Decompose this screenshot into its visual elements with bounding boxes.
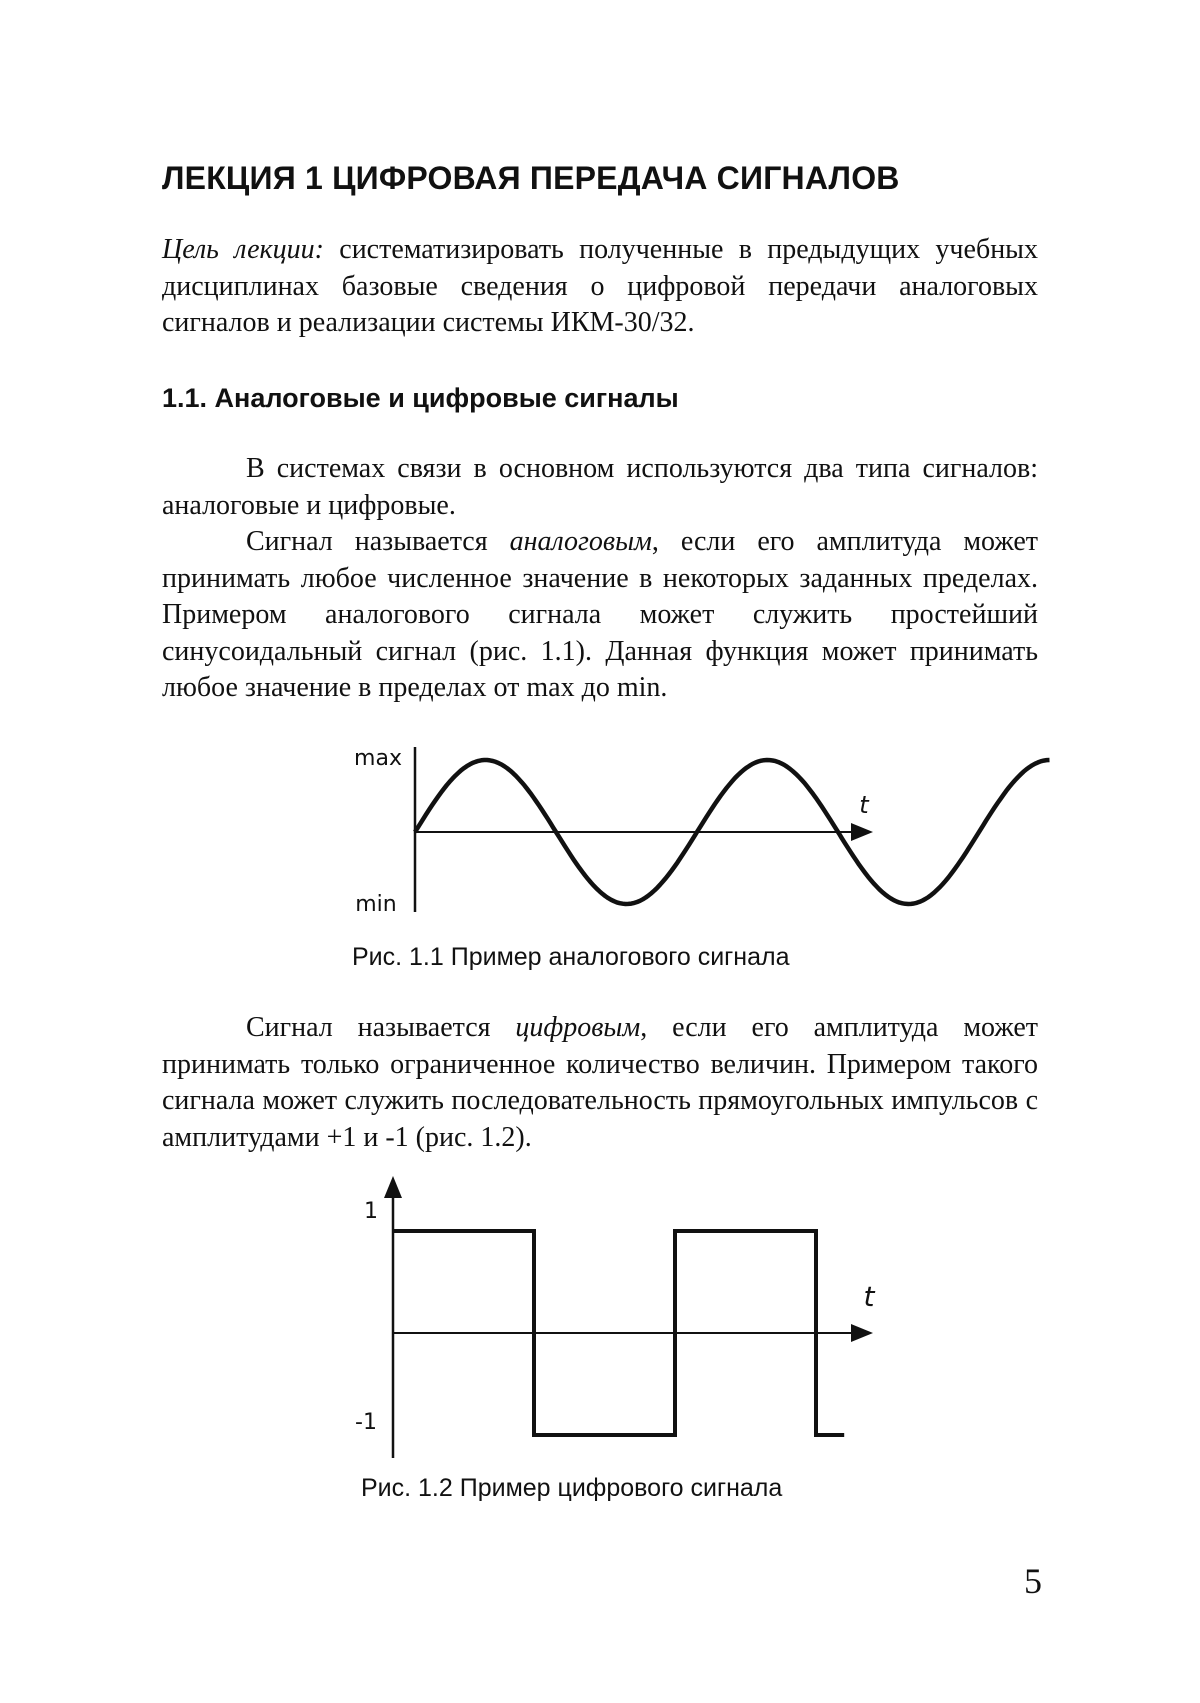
fig2-ytick-minus-1: -1 xyxy=(355,1410,377,1435)
fig1-x-axis-label: t xyxy=(859,791,870,819)
fig2-x-axis-label: t xyxy=(864,1280,876,1313)
goal-text: систематизировать полученные в предыдущих учебных дисциплинах базовые сведения о цифровой передачи аналоговых сигналов и реализации системы ИКМ-30/32. xyxy=(162,234,1038,338)
fig1-ytick-max: max xyxy=(354,746,402,771)
analog-term: аналоговым xyxy=(510,526,652,557)
goal-label: Цель лекции: xyxy=(162,234,324,265)
fig2-ytick-1: 1 xyxy=(364,1199,378,1224)
fig1-ytick-min: min xyxy=(355,892,397,917)
fig2-y-axis-arrow-icon xyxy=(384,1176,402,1198)
lecture-heading: ЛЕКЦИЯ 1 ЦИФРОВАЯ ПЕРЕДАЧА СИГНАЛОВ xyxy=(162,160,900,197)
figure-2-caption: Рис. 1.2 Пример цифрового сигнала xyxy=(361,1474,782,1503)
digital-def-rest: , если его амплитуда может принимать только ограниченное количество величин. Примером такого сигнала может служить последовательность прямоугольных импульсов с амплитудами +1 и -1 (рис. 1.2). xyxy=(162,1012,1038,1153)
digital-term: цифровым xyxy=(515,1012,640,1043)
paragraph-signal-types: В системах связи в основном используются два типа сигналов: аналоговые и цифровые. xyxy=(162,451,1038,524)
fig2-x-axis-arrow-icon xyxy=(851,1324,873,1342)
analog-def-start: Сигнал называется xyxy=(246,526,510,557)
section-title: 1.1. Аналоговые и цифровые сигналы xyxy=(162,383,679,414)
figure-1-caption: Рис. 1.1 Пример аналогового сигнала xyxy=(352,943,789,972)
analog-def-rest: , если его амплитуда может принимать любое численное значение в некоторых заданных пределах. Примером аналогового сигнала может служить простейший синусоидальный сигнал (рис. 1.1). Данная функция может принимать любое значение в пределах от max до min. xyxy=(162,526,1038,703)
digital-signal-figure xyxy=(0,0,1200,1703)
page-number: 5 xyxy=(1024,1560,1042,1602)
digital-def-start: Сигнал называется xyxy=(246,1012,515,1043)
